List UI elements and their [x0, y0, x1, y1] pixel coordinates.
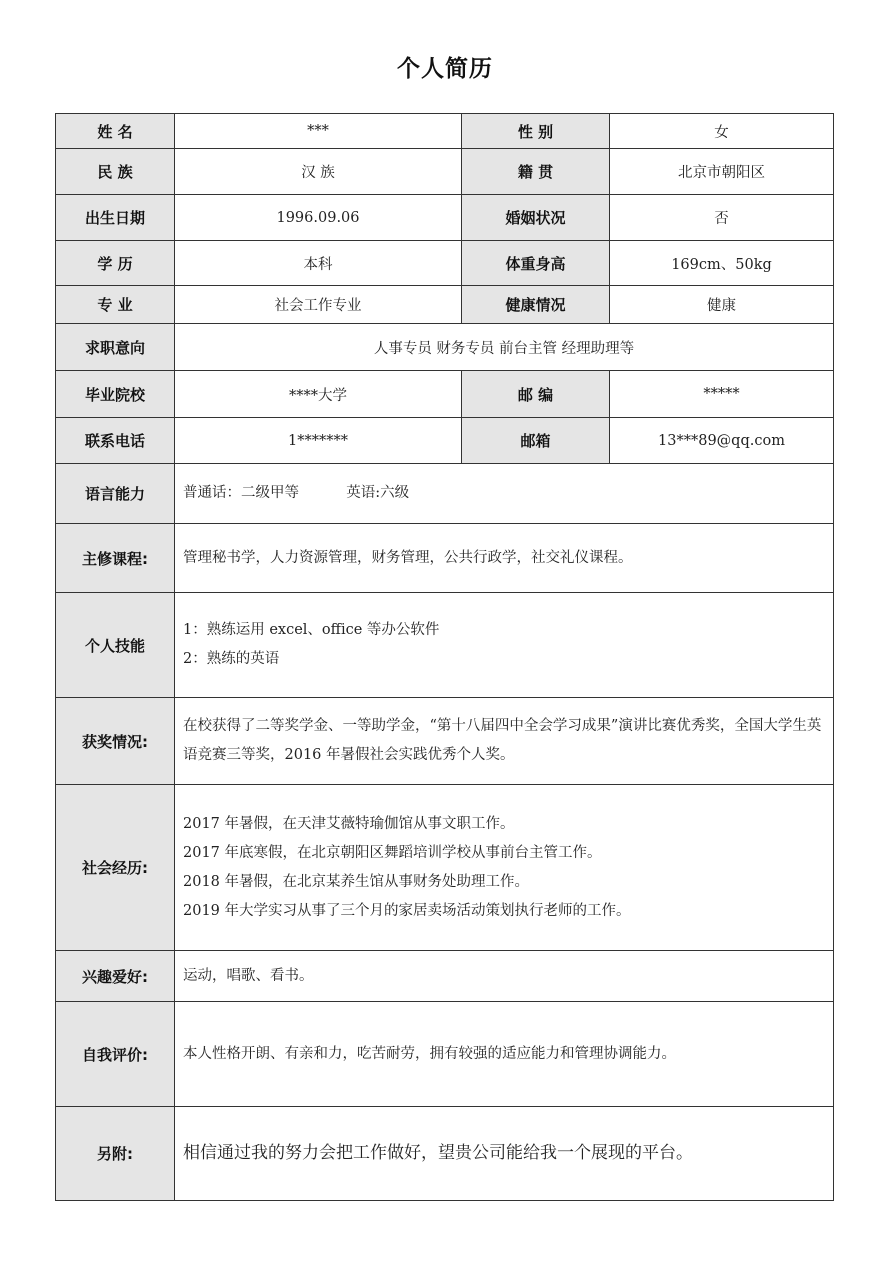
major-value: 社会工作专业: [175, 286, 462, 324]
table-row: [56, 593, 834, 698]
resume-table: [55, 113, 834, 1201]
experience-item: 2018 年暑假，在北京某养生馆从事财务处助理工作。: [183, 873, 530, 890]
marital-value: 否: [610, 195, 834, 241]
table-row: [56, 149, 834, 195]
page-title: 个人简历: [397, 56, 493, 82]
table-row: [56, 418, 834, 464]
language-value: [175, 464, 834, 524]
skill-item: 2：熟练的英语: [183, 651, 280, 667]
language-label: 语言能力: [56, 464, 175, 524]
postcode-value: *****: [610, 371, 834, 418]
courses-value: 管理秘书学，人力资源管理，财务管理，公共行政学，社交礼仪课程。: [175, 524, 834, 593]
table-row: [56, 241, 834, 286]
phone-value: 1*******: [175, 418, 462, 464]
table-row: [56, 286, 834, 324]
table-row: [56, 524, 834, 593]
experience-value: [175, 785, 834, 951]
table-row: [56, 464, 834, 524]
ethnicity-value: 汉 族: [175, 149, 462, 195]
email-label: 邮箱: [462, 418, 610, 464]
phone-label: 联系电话: [56, 418, 175, 464]
table-row: [56, 371, 834, 418]
marital-label: 婚姻状况: [462, 195, 610, 241]
self-label: 自我评价:: [56, 1002, 175, 1107]
table-row: [56, 1107, 834, 1201]
language-english: 英语:六级: [346, 485, 410, 501]
origin-label: 籍 贯: [462, 149, 610, 195]
email-value: 13***89@qq.com: [610, 418, 834, 464]
awards-label: 获奖情况:: [56, 698, 175, 785]
experience-item: 2017 年底寒假，在北京朝阳区舞蹈培训学校从事前台主管工作。: [183, 844, 602, 861]
name-label: 姓 名: [56, 114, 175, 149]
table-row: [56, 785, 834, 951]
skills-value: [175, 593, 834, 698]
health-value: 健康: [610, 286, 834, 324]
birth-value: 1996.09.06: [175, 195, 462, 241]
table-row: [56, 698, 834, 785]
intent-value: 人事专员 财务专员 前台主管 经理助理等: [175, 324, 834, 371]
name-value: ***: [175, 114, 462, 149]
intent-label: 求职意向: [56, 324, 175, 371]
table-row: [56, 951, 834, 1002]
health-label: 健康情况: [462, 286, 610, 324]
education-value: 本科: [175, 241, 462, 286]
origin-value: 北京市朝阳区: [610, 149, 834, 195]
hobby-label: 兴趣爱好:: [56, 951, 175, 1002]
major-label: 专 业: [56, 286, 175, 324]
experience-item: 2017 年暑假，在天津艾薇特瑜伽馆从事文职工作。: [183, 815, 515, 832]
experience-item: 2019 年大学实习从事了三个月的家居卖场活动策划执行老师的工作。: [183, 902, 631, 919]
table-row: [56, 114, 834, 149]
table-row: [56, 195, 834, 241]
body-value: 169cm、50kg: [610, 241, 834, 286]
extra-value: 相信通过我的努力会把工作做好，望贵公司能给我一个展现的平台。: [175, 1107, 834, 1201]
school-label: 毕业院校: [56, 371, 175, 418]
postcode-label: 邮 编: [462, 371, 610, 418]
courses-label: 主修课程:: [56, 524, 175, 593]
gender-label: 性 别: [462, 114, 610, 149]
table-row: [56, 324, 834, 371]
extra-label: 另附:: [56, 1107, 175, 1201]
language-mandarin: 普通话：二级甲等: [183, 485, 299, 501]
hobby-value: 运动，唱歌、看书。: [175, 951, 834, 1002]
table-row: [56, 1002, 834, 1107]
awards-value: 在校获得了二等奖学金、一等助学金，“第十八届四中全会学习成果”演讲比赛优秀奖，全国大学生英语竞赛三等奖，2016 年暑假社会实践优秀个人奖。: [175, 698, 834, 785]
education-label: 学 历: [56, 241, 175, 286]
self-value: 本人性格开朗、有亲和力，吃苦耐劳，拥有较强的适应能力和管理协调能力。: [175, 1002, 834, 1107]
school-value: ****大学: [175, 371, 462, 418]
ethnicity-label: 民 族: [56, 149, 175, 195]
skills-label: 个人技能: [56, 593, 175, 698]
experience-label: 社会经历:: [56, 785, 175, 951]
body-label: 体重身高: [462, 241, 610, 286]
birth-label: 出生日期: [56, 195, 175, 241]
skill-item: 1：熟练运用 excel、office 等办公软件: [183, 622, 440, 638]
gender-value: 女: [610, 114, 834, 149]
